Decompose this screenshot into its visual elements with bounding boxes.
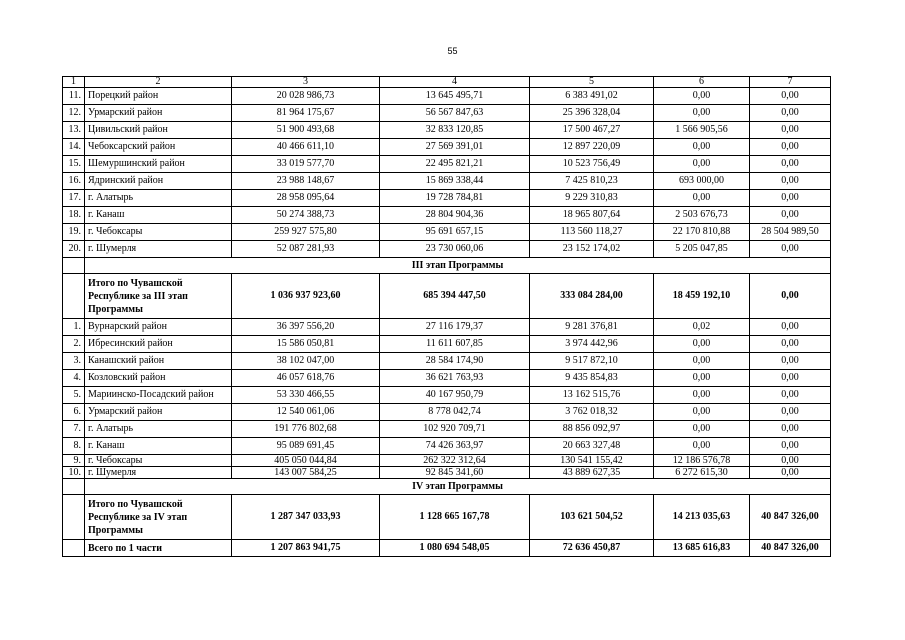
- table-row: [63, 224, 831, 241]
- value-cell: 33 019 577,70: [232, 156, 380, 173]
- value-cell: 22 170 810,88: [654, 224, 750, 241]
- total-label: Итого по Чувашской Республике за III этап Программы: [85, 274, 232, 319]
- value-cell: 13 645 495,71: [380, 88, 530, 105]
- value-cell: 20 663 327,48: [530, 438, 654, 455]
- district-name: Ибресинский район: [85, 336, 232, 353]
- table-row: [63, 370, 831, 387]
- table-row: [63, 207, 831, 224]
- value-cell: 0,00: [750, 139, 831, 156]
- value-cell: 6 383 491,02: [530, 88, 654, 105]
- column-header: 3: [232, 77, 380, 88]
- value-cell: 0,00: [750, 88, 831, 105]
- value-cell: 9 281 376,81: [530, 319, 654, 336]
- district-name: г. Шумерля: [85, 241, 232, 258]
- table-row: [63, 241, 831, 258]
- value-cell: 113 560 118,27: [530, 224, 654, 241]
- district-name: Цивильский район: [85, 122, 232, 139]
- page-number: 55: [447, 46, 458, 56]
- value-cell: 10 523 756,49: [530, 156, 654, 173]
- row-number-cell: 17.: [63, 190, 85, 207]
- row-number-cell: 5.: [63, 387, 85, 404]
- row-number-cell: 20.: [63, 241, 85, 258]
- value-cell: 5 205 047,85: [654, 241, 750, 258]
- row-number-cell: [63, 274, 85, 319]
- value-cell: 40 847 326,00: [750, 495, 831, 540]
- value-cell: 28 584 174,90: [380, 353, 530, 370]
- value-cell: 693 000,00: [654, 173, 750, 190]
- value-cell: 18 965 807,64: [530, 207, 654, 224]
- district-name: Козловский район: [85, 370, 232, 387]
- table-row: [63, 156, 831, 173]
- value-cell: 13 685 616,83: [654, 540, 750, 557]
- value-cell: 28 958 095,64: [232, 190, 380, 207]
- value-cell: 0,00: [654, 387, 750, 404]
- value-cell: 11 611 607,85: [380, 336, 530, 353]
- value-cell: 0,00: [750, 370, 831, 387]
- value-cell: 28 504 989,50: [750, 224, 831, 241]
- row-number-cell: 10.: [63, 467, 85, 479]
- value-cell: 0,00: [750, 122, 831, 139]
- value-cell: 333 084 284,00: [530, 274, 654, 319]
- value-cell: 103 621 504,52: [530, 495, 654, 540]
- value-cell: 0,00: [750, 387, 831, 404]
- value-cell: 23 152 174,02: [530, 241, 654, 258]
- value-cell: 191 776 802,68: [232, 421, 380, 438]
- district-name: г. Чебоксары: [85, 455, 232, 467]
- district-name: Урмарский район: [85, 105, 232, 122]
- value-cell: 12 897 220,09: [530, 139, 654, 156]
- column-header: 5: [530, 77, 654, 88]
- stage-title: III этап Программы: [85, 258, 831, 274]
- value-cell: 53 330 466,55: [232, 387, 380, 404]
- value-cell: 27 116 179,37: [380, 319, 530, 336]
- table-row: [63, 421, 831, 438]
- row-number-cell: 2.: [63, 336, 85, 353]
- district-name: Мариинско-Посадский район: [85, 387, 232, 404]
- value-cell: 0,00: [654, 105, 750, 122]
- value-cell: 36 621 763,93: [380, 370, 530, 387]
- row-number-cell: 3.: [63, 353, 85, 370]
- grand-total-row: [63, 540, 831, 557]
- value-cell: 6 272 615,30: [654, 467, 750, 479]
- value-cell: 0,00: [750, 421, 831, 438]
- column-header: 1: [63, 77, 85, 88]
- value-cell: 1 036 937 923,60: [232, 274, 380, 319]
- value-cell: 13 162 515,76: [530, 387, 654, 404]
- district-name: г. Шумерля: [85, 467, 232, 479]
- value-cell: 0,00: [750, 336, 831, 353]
- row-number-cell: 11.: [63, 88, 85, 105]
- value-cell: 22 495 821,21: [380, 156, 530, 173]
- value-cell: 0,00: [654, 370, 750, 387]
- value-cell: 0,00: [654, 353, 750, 370]
- table-row: [63, 455, 831, 467]
- table-row: [63, 336, 831, 353]
- value-cell: 19 728 784,81: [380, 190, 530, 207]
- row-number-cell: 4.: [63, 370, 85, 387]
- value-cell: 12 186 576,78: [654, 455, 750, 467]
- value-cell: 23 730 060,06: [380, 241, 530, 258]
- value-cell: 9 435 854,83: [530, 370, 654, 387]
- value-cell: 92 845 341,60: [380, 467, 530, 479]
- table-row: [63, 173, 831, 190]
- value-cell: 0,00: [750, 467, 831, 479]
- value-cell: 0,00: [750, 207, 831, 224]
- row-number-cell: 8.: [63, 438, 85, 455]
- row-number-cell: 6.: [63, 404, 85, 421]
- value-cell: 262 322 312,64: [380, 455, 530, 467]
- value-cell: 14 213 035,63: [654, 495, 750, 540]
- value-cell: 0,00: [750, 105, 831, 122]
- value-cell: 0,00: [750, 190, 831, 207]
- value-cell: 74 426 363,97: [380, 438, 530, 455]
- value-cell: 72 636 450,87: [530, 540, 654, 557]
- value-cell: 0,00: [654, 190, 750, 207]
- stage-heading-row: [63, 479, 831, 495]
- table-row: [63, 319, 831, 336]
- value-cell: 1 566 905,56: [654, 122, 750, 139]
- column-number-row: [63, 77, 831, 88]
- district-name: г. Алатырь: [85, 190, 232, 207]
- stage-blank-cell: [63, 258, 85, 274]
- value-cell: 0,00: [654, 88, 750, 105]
- value-cell: 40 167 950,79: [380, 387, 530, 404]
- value-cell: 52 087 281,93: [232, 241, 380, 258]
- value-cell: 102 920 709,71: [380, 421, 530, 438]
- value-cell: 7 425 810,23: [530, 173, 654, 190]
- value-cell: 18 459 192,10: [654, 274, 750, 319]
- column-header: 4: [380, 77, 530, 88]
- value-cell: 81 964 175,67: [232, 105, 380, 122]
- value-cell: 43 889 627,35: [530, 467, 654, 479]
- row-number-cell: 13.: [63, 122, 85, 139]
- value-cell: 17 500 467,27: [530, 122, 654, 139]
- table-row: [63, 139, 831, 156]
- value-cell: 88 856 092,97: [530, 421, 654, 438]
- district-name: Шемуршинский район: [85, 156, 232, 173]
- value-cell: 0,00: [750, 404, 831, 421]
- value-cell: 9 517 872,10: [530, 353, 654, 370]
- budget-table-body: [63, 77, 831, 557]
- value-cell: 0,00: [654, 404, 750, 421]
- value-cell: 51 900 493,68: [232, 122, 380, 139]
- value-cell: 8 778 042,74: [380, 404, 530, 421]
- budget-table: [62, 76, 831, 557]
- row-number-cell: 7.: [63, 421, 85, 438]
- value-cell: 28 804 904,36: [380, 207, 530, 224]
- table-row: [63, 190, 831, 207]
- total-label: Всего по 1 части: [85, 540, 232, 557]
- value-cell: 0,00: [750, 353, 831, 370]
- district-name: Вурнарский район: [85, 319, 232, 336]
- column-header: 7: [750, 77, 831, 88]
- table-row: [63, 387, 831, 404]
- table-row: [63, 467, 831, 479]
- total-label: Итого по Чувашской Республике за IV этап Программы: [85, 495, 232, 540]
- value-cell: 1 287 347 033,93: [232, 495, 380, 540]
- row-number-cell: [63, 495, 85, 540]
- value-cell: 38 102 047,00: [232, 353, 380, 370]
- row-number-cell: 9.: [63, 455, 85, 467]
- value-cell: 9 229 310,83: [530, 190, 654, 207]
- value-cell: 3 762 018,32: [530, 404, 654, 421]
- value-cell: 2 503 676,73: [654, 207, 750, 224]
- row-number-cell: [63, 540, 85, 557]
- value-cell: 1 128 665 167,78: [380, 495, 530, 540]
- column-header: 2: [85, 77, 232, 88]
- district-name: Урмарский район: [85, 404, 232, 421]
- row-number-cell: 12.: [63, 105, 85, 122]
- district-name: Порецкий район: [85, 88, 232, 105]
- value-cell: 95 691 657,15: [380, 224, 530, 241]
- stage-blank-cell: [63, 479, 85, 495]
- table-row: [63, 353, 831, 370]
- row-number-cell: 1.: [63, 319, 85, 336]
- value-cell: 15 586 050,81: [232, 336, 380, 353]
- value-cell: 0,00: [750, 274, 831, 319]
- value-cell: 0,02: [654, 319, 750, 336]
- row-number-cell: 19.: [63, 224, 85, 241]
- value-cell: 36 397 556,20: [232, 319, 380, 336]
- table-row: [63, 438, 831, 455]
- stage-total-row: [63, 274, 831, 319]
- value-cell: 130 541 155,42: [530, 455, 654, 467]
- stage-heading-row: [63, 258, 831, 274]
- row-number-cell: 16.: [63, 173, 85, 190]
- table-row: [63, 88, 831, 105]
- value-cell: 0,00: [750, 241, 831, 258]
- value-cell: 143 007 584,25: [232, 467, 380, 479]
- value-cell: 405 050 044,84: [232, 455, 380, 467]
- value-cell: 0,00: [750, 319, 831, 336]
- value-cell: 259 927 575,80: [232, 224, 380, 241]
- district-name: г. Алатырь: [85, 421, 232, 438]
- value-cell: 0,00: [750, 455, 831, 467]
- value-cell: 40 466 611,10: [232, 139, 380, 156]
- district-name: Ядринский район: [85, 173, 232, 190]
- stage-total-row: [63, 495, 831, 540]
- value-cell: 1 080 694 548,05: [380, 540, 530, 557]
- value-cell: 1 207 863 941,75: [232, 540, 380, 557]
- column-header: 6: [654, 77, 750, 88]
- value-cell: 56 567 847,63: [380, 105, 530, 122]
- district-name: г. Канаш: [85, 207, 232, 224]
- row-number-cell: 14.: [63, 139, 85, 156]
- value-cell: 0,00: [654, 438, 750, 455]
- value-cell: 50 274 388,73: [232, 207, 380, 224]
- value-cell: 0,00: [654, 156, 750, 173]
- value-cell: 0,00: [750, 173, 831, 190]
- value-cell: 3 974 442,96: [530, 336, 654, 353]
- district-name: Канашский район: [85, 353, 232, 370]
- value-cell: 15 869 338,44: [380, 173, 530, 190]
- value-cell: 23 988 148,67: [232, 173, 380, 190]
- value-cell: 685 394 447,50: [380, 274, 530, 319]
- district-name: Чебоксарский район: [85, 139, 232, 156]
- value-cell: 32 833 120,85: [380, 122, 530, 139]
- value-cell: 25 396 328,04: [530, 105, 654, 122]
- stage-title: IV этап Программы: [85, 479, 831, 495]
- row-number-cell: 15.: [63, 156, 85, 173]
- value-cell: 27 569 391,01: [380, 139, 530, 156]
- value-cell: 20 028 986,73: [232, 88, 380, 105]
- value-cell: 46 057 618,76: [232, 370, 380, 387]
- value-cell: 0,00: [654, 421, 750, 438]
- table-row: [63, 122, 831, 139]
- value-cell: 95 089 691,45: [232, 438, 380, 455]
- value-cell: 0,00: [750, 438, 831, 455]
- value-cell: 12 540 061,06: [232, 404, 380, 421]
- table-row: [63, 404, 831, 421]
- value-cell: 40 847 326,00: [750, 540, 831, 557]
- row-number-cell: 18.: [63, 207, 85, 224]
- district-name: г. Канаш: [85, 438, 232, 455]
- value-cell: 0,00: [750, 156, 831, 173]
- value-cell: 0,00: [654, 336, 750, 353]
- table-row: [63, 105, 831, 122]
- value-cell: 0,00: [654, 139, 750, 156]
- district-name: г. Чебоксары: [85, 224, 232, 241]
